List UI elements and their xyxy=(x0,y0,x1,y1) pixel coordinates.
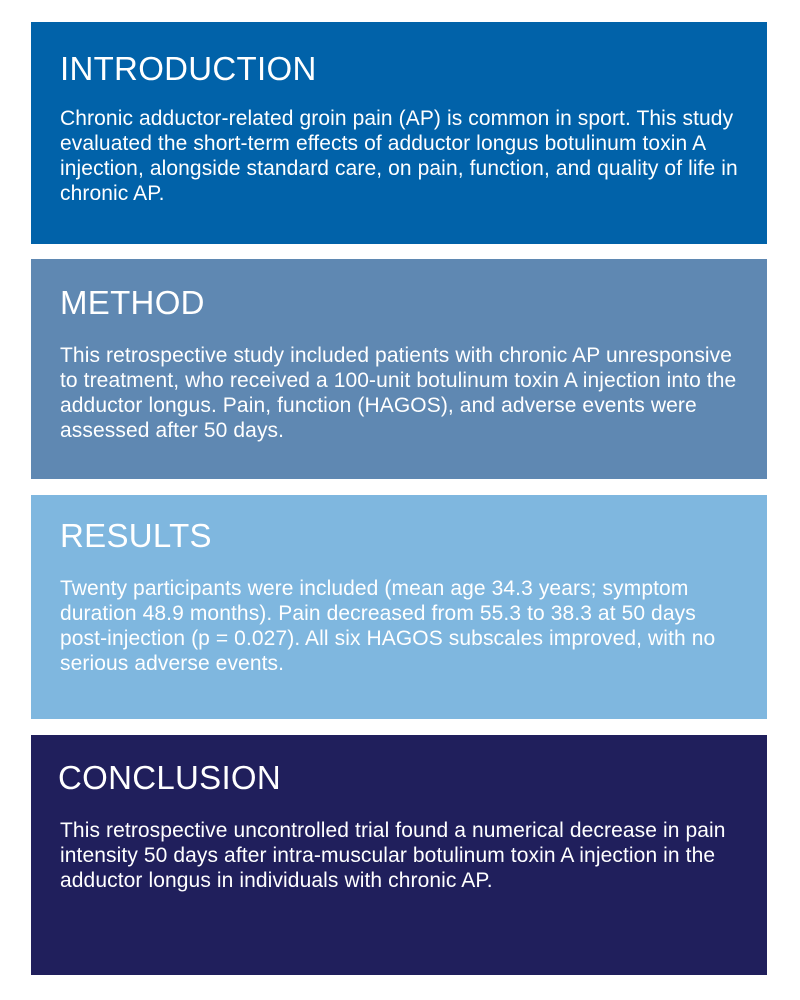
method-heading: METHOD xyxy=(60,284,205,321)
method-body: This retrospective study included patients with chronic AP unresponsive to treatment, who received a 100-unit botulinum toxin A injection into the adductor longus. Pain, function (HAGOS), and adverse events were assessed after 50 days. xyxy=(60,344,737,442)
introduction-panel xyxy=(31,22,767,244)
results-body: Twenty participants were included (mean age 34.3 years; symptom duration 48.9 months). Pain decreased from 55.3 to 38.3 at 50 days post-injection (p = 0.027). All six HAGOS subscales improved, with no serious adverse events. xyxy=(60,577,716,675)
conclusion-body: This retrospective uncontrolled trial found a numerical decrease in pain intensity 50 days after intra-muscular botulinum toxin A injection in the adductor longus in individuals with chronic AP. xyxy=(60,819,726,892)
conclusion-heading: CONCLUSION xyxy=(58,759,282,796)
introduction-body: Chronic adductor-related groin pain (AP) is common in sport. This study evaluated the short-term effects of adductor longus botulinum toxin A injection, alongside standard care, on pain, function, and quality of life in chronic AP. xyxy=(60,107,738,205)
method-panel xyxy=(31,259,767,479)
conclusion-panel xyxy=(31,735,767,975)
results-heading: RESULTS xyxy=(60,517,212,554)
results-panel xyxy=(31,495,767,719)
introduction-heading: INTRODUCTION xyxy=(60,50,317,87)
